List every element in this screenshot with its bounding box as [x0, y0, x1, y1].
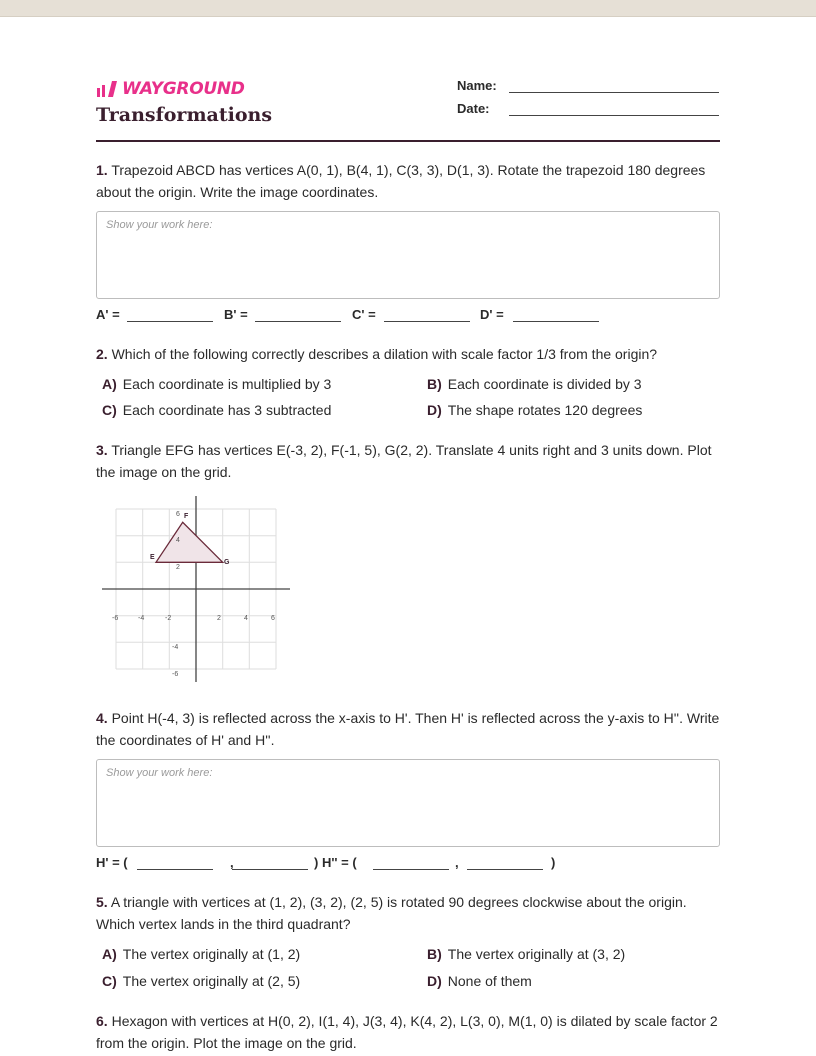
- question-number: 5.: [96, 894, 108, 910]
- option-5b[interactable]: [427, 946, 625, 962]
- option-letter: A): [102, 376, 117, 392]
- answer-row-4: [96, 855, 716, 875]
- work-box-4[interactable]: [96, 759, 720, 847]
- option-5a[interactable]: [102, 946, 300, 962]
- h-prime-label: H' = (: [96, 855, 128, 870]
- date-line[interactable]: [509, 115, 719, 116]
- x-tick-label: -2: [165, 615, 172, 622]
- work-placeholder: Show your work here:: [106, 767, 213, 779]
- date-field[interactable]: [457, 101, 490, 116]
- option-text: The vertex originally at (3, 2): [447, 946, 626, 962]
- option-2b[interactable]: [427, 376, 642, 392]
- option-text: None of them: [447, 973, 532, 989]
- vertex-label-f: F: [184, 513, 189, 520]
- logo-text: WAYGROUND: [122, 79, 245, 99]
- page-top-bar: [0, 0, 816, 17]
- option-letter: B): [427, 946, 442, 962]
- option-text: Each coordinate is divided by 3: [447, 376, 642, 392]
- wayground-logo-icon: [96, 80, 118, 98]
- question-5: [96, 891, 724, 935]
- option-letter: D): [427, 973, 442, 989]
- date-label: Date:: [457, 101, 490, 116]
- x-tick-label: -6: [112, 615, 119, 622]
- question-number: 1.: [96, 162, 108, 178]
- answer-row-1: [96, 307, 716, 327]
- coordinate-grid[interactable]: [96, 494, 296, 686]
- comma: ,: [455, 855, 459, 870]
- y-tick-label: 4: [176, 537, 180, 544]
- option-5d[interactable]: [427, 973, 532, 989]
- question-number: 3.: [96, 442, 108, 458]
- option-text: Each coordinate is multiplied by 3: [122, 376, 332, 392]
- x-tick-label: -4: [138, 615, 145, 622]
- option-text: The vertex originally at (2, 5): [122, 973, 301, 989]
- name-field[interactable]: [457, 78, 497, 93]
- option-5c[interactable]: [102, 973, 300, 989]
- option-text: The vertex originally at (1, 2): [122, 946, 301, 962]
- close-paren: ): [551, 855, 556, 870]
- answer-label-a: A' =: [96, 307, 120, 322]
- name-line[interactable]: [509, 92, 719, 93]
- question-2: [96, 343, 724, 365]
- page-title: Transformations: [96, 104, 273, 126]
- answer-label-d: D' =: [480, 307, 504, 322]
- h-prime-x-blank[interactable]: [137, 855, 213, 870]
- question-text: Which of the following correctly describes a dilation with scale factor 1/3 from the origin?: [111, 346, 658, 362]
- y-tick-label: -4: [172, 644, 179, 651]
- vertex-label-g: G: [224, 559, 230, 566]
- question-number: 4.: [96, 710, 108, 726]
- option-2a[interactable]: [102, 376, 331, 392]
- h-double-prime-y-blank[interactable]: [467, 855, 543, 870]
- answer-label-c: C' =: [352, 307, 376, 322]
- triangle-efg: [156, 522, 223, 562]
- work-placeholder: Show your work here:: [106, 219, 213, 231]
- answer-blank-a[interactable]: [127, 307, 213, 322]
- option-2c[interactable]: [102, 402, 331, 418]
- y-tick-label: 6: [176, 511, 180, 518]
- option-letter: A): [102, 946, 117, 962]
- option-letter: C): [102, 973, 117, 989]
- question-number: 6.: [96, 1013, 108, 1029]
- answer-blank-d[interactable]: [513, 307, 599, 322]
- option-letter: B): [427, 376, 442, 392]
- question-6: [96, 1010, 724, 1054]
- comma: ,: [230, 855, 234, 870]
- y-tick-label: -6: [172, 671, 179, 678]
- vertex-label-e: E: [150, 554, 155, 561]
- answer-blank-c[interactable]: [384, 307, 470, 322]
- question-text: Triangle EFG has vertices E(-3, 2), F(-1, 5), G(2, 2). Translate 4 units right and 3 units down. Plot the image on the grid.: [96, 442, 712, 480]
- question-number: 2.: [96, 346, 108, 362]
- x-tick-label: 4: [244, 615, 248, 622]
- question-text: A triangle with vertices at (1, 2), (3, 2), (2, 5) is rotated 90 degrees clockwise about the origin. Which vertex lands in the third quadrant?: [96, 894, 687, 932]
- answer-label-b: B' =: [224, 307, 248, 322]
- question-3: [96, 439, 724, 483]
- question-text: Hexagon with vertices at H(0, 2), I(1, 4), J(3, 4), K(4, 2), L(3, 0), M(1, 0) is dilated by scale factor 2 from the origin. Plot the image on the grid.: [96, 1013, 718, 1051]
- x-tick-label: 6: [271, 615, 275, 622]
- option-text: The shape rotates 120 degrees: [447, 402, 643, 418]
- option-letter: C): [102, 402, 117, 418]
- question-text: Trapezoid ABCD has vertices A(0, 1), B(4, 1), C(3, 3), D(1, 3). Rotate the trapezoid 180 degrees about the origin. Write the image coordinates.: [96, 162, 706, 200]
- work-box-1[interactable]: [96, 211, 720, 299]
- answer-blank-b[interactable]: [255, 307, 341, 322]
- y-tick-label: 2: [176, 564, 180, 571]
- option-text: Each coordinate has 3 subtracted: [122, 402, 332, 418]
- question-4: [96, 707, 724, 751]
- wayground-logo: [96, 78, 245, 100]
- question-1: [96, 159, 724, 203]
- question-text: Point H(-4, 3) is reflected across the x-axis to H'. Then H' is reflected across the y-axis to H''. Write the coordinates of H' and H''.: [96, 710, 720, 748]
- option-letter: D): [427, 402, 442, 418]
- worksheet-header: [96, 78, 720, 142]
- h-double-prime-label: ) H'' = (: [314, 855, 357, 870]
- h-prime-y-blank[interactable]: [232, 855, 308, 870]
- h-double-prime-x-blank[interactable]: [373, 855, 449, 870]
- name-label: Name:: [457, 78, 497, 93]
- option-2d[interactable]: [427, 402, 642, 418]
- x-tick-label: 2: [217, 615, 221, 622]
